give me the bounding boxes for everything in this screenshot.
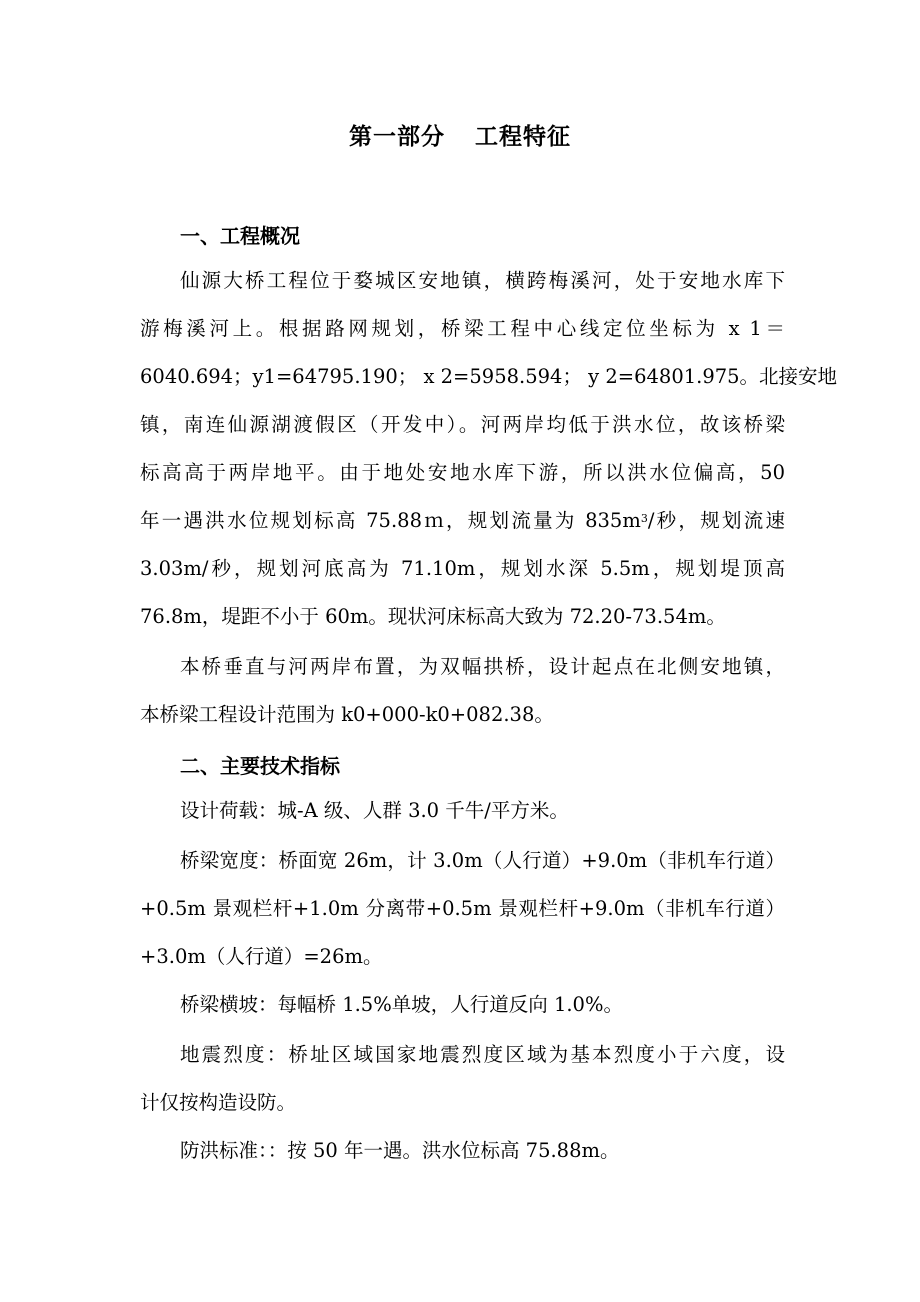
superscript-cube: 3 [640,512,648,525]
title-name: 工程特征 [475,124,571,150]
spec-slope: 桥梁横坡：每幅桥 1.5%单坡，人行道反向 1.0%。 [180,993,623,1016]
paragraph-line: 本桥梁工程设计范围为 k0+000-k0+082.38。 [140,703,554,726]
title-part: 第一部分 [349,124,445,150]
paragraph-line: 标高高于两岸地平。由于地处安地水库下游，所以洪水位偏高，50 [140,461,785,484]
spec-width-line: 桥梁宽度：桥面宽 26m，计 3.0m（人行道）+9.0m（非机车行道） [180,849,785,872]
paragraph-line: 游梅溪河上。根据路网规划，桥梁工程中心线定位坐标为 x 1＝ [140,317,785,340]
section-heading-specs: 二、主要技术指标 [180,754,340,778]
spec-seismic-line: 地震烈度：桥址区域国家地震烈度区域为基本烈度小于六度，设 [180,1043,785,1066]
paragraph-line: 本桥垂直与河两岸布置，为双幅拱桥，设计起点在北侧安地镇， [180,655,785,678]
spec-flood: 防洪标准：：按 50 年一遇。洪水位标高 75.88m。 [180,1139,620,1162]
spec-seismic-line: 计仅按构造设防。 [140,1091,297,1114]
paragraph-line: 镇，南连仙源湖渡假区（开发中）。河两岸均低于洪水位，故该桥梁 [140,413,785,436]
section-heading-overview: 一、工程概况 [180,224,300,248]
paragraph-line: 6040.694；y1=64795.190； x 2=5958.594； y 2=64801.975。北接安地 [140,365,838,388]
page-title [0,118,920,151]
spec-width-line: +3.0m（人行道）=26m。 [140,945,383,968]
spec-load: 设计荷载：城-A 级、人群 3.0 千牛/平方米。 [180,799,569,822]
spec-width-line: +0.5m 景观栏杆+1.0m 分离带+0.5m 景观栏杆+9.0m（非机车行道） [140,897,785,920]
paragraph-line: 仙源大桥工程位于婺城区安地镇，横跨梅溪河，处于安地水库下 [180,269,785,292]
paragraph-line: 3.03m/秒，规划河底高为 71.10m，规划水深 5.5m，规划堤顶高 [140,557,785,580]
paragraph-line: 76.8m，堤距不小于 60m。现状河床标高大致为 72.20-73.54m。 [140,605,726,628]
paragraph-line: 年一遇洪水位规划标高 75.88ｍ，规划流量为 $835m^3/$秒，规划流速 [140,509,785,532]
